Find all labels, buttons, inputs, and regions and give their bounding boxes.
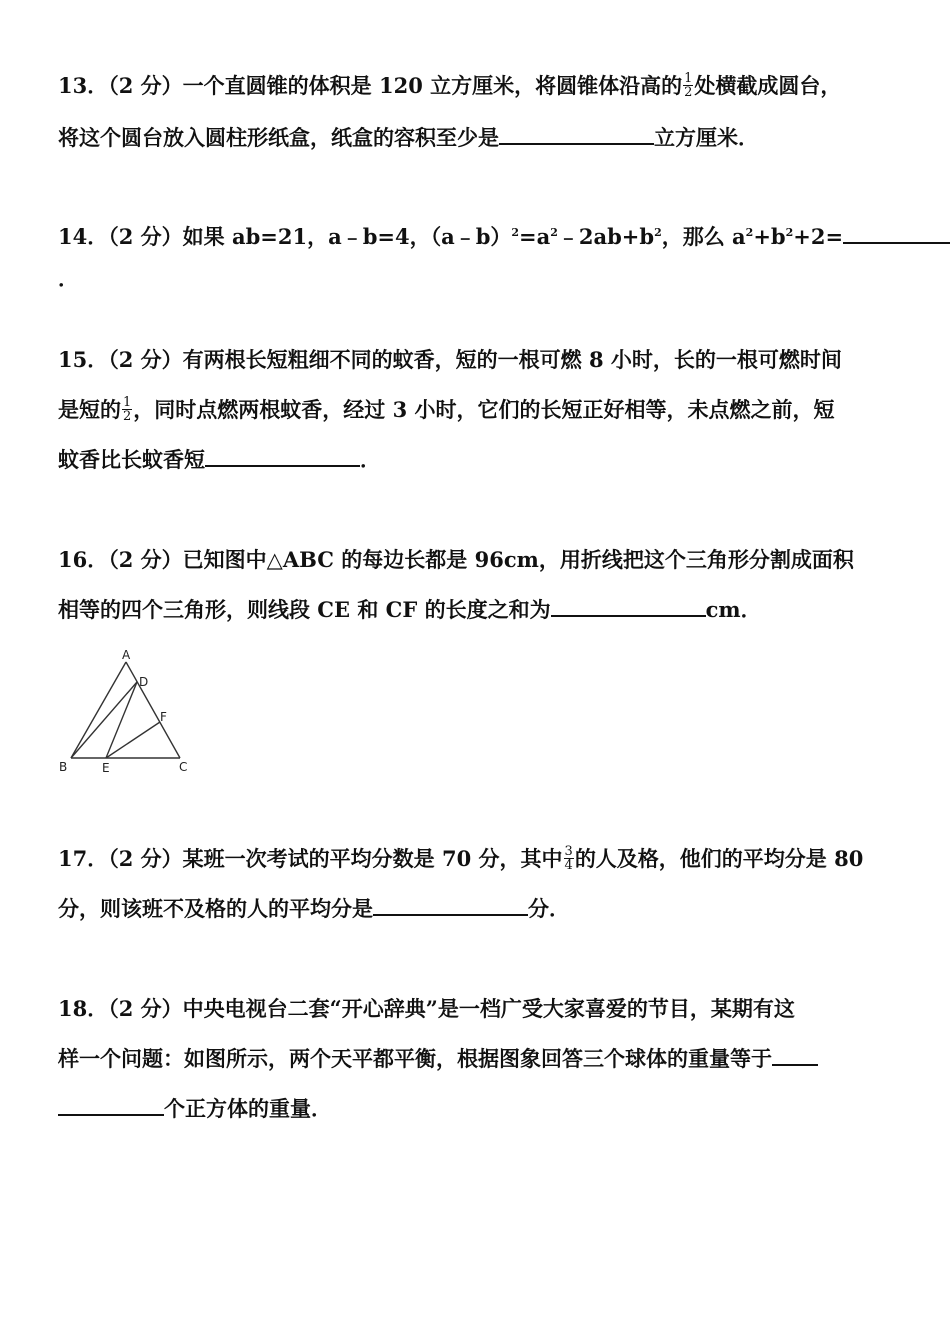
- segment-de: [106, 682, 137, 758]
- q17-answer-blank[interactable]: [373, 894, 528, 916]
- q14-answer-blank[interactable]: [843, 222, 950, 244]
- q15-text-5: ．: [360, 447, 381, 472]
- q13-line-1: [58, 70, 841, 102]
- q14-sup-2: 2: [550, 226, 558, 239]
- q15-answer-blank[interactable]: [205, 445, 360, 467]
- q15-line-1: [58, 344, 842, 376]
- q17-fraction: [564, 845, 574, 872]
- segment-ef: [106, 722, 160, 758]
- q14-sup-4: 2: [745, 226, 754, 239]
- q14-sup-3: 2: [654, 226, 662, 239]
- q18-answer-blank-1[interactable]: [772, 1044, 818, 1066]
- q16-text-3: cm．: [705, 597, 762, 622]
- label-d: D: [139, 675, 149, 689]
- label-c: C: [179, 760, 188, 774]
- q18-line-1: [58, 993, 795, 1025]
- q14-score: （2 分）: [108, 224, 183, 249]
- side-ab: [71, 662, 126, 758]
- q16-number: 16．: [58, 547, 109, 572]
- q16-line-1: [58, 544, 854, 576]
- q14-sup-1: 2: [511, 226, 520, 239]
- q13-text-4: 立方厘米．: [654, 125, 759, 150]
- q17-text-4: 分．: [528, 896, 570, 921]
- q18-line-2: [58, 1043, 818, 1075]
- q18-text-3: 个正方体的重量．: [164, 1096, 332, 1121]
- q18-answer-blank-2[interactable]: [58, 1094, 164, 1116]
- q15-line-2: [58, 394, 835, 426]
- q17-frac-den: 4: [564, 858, 573, 873]
- label-a: A: [122, 648, 131, 662]
- q14-number: 14．: [58, 224, 109, 249]
- q17-text-1: 某班一次考试的平均分数是 70 分，其中: [182, 846, 563, 871]
- q14-text-4: ，那么 a: [661, 224, 746, 249]
- q15-line-3: [58, 444, 381, 476]
- q13-answer-blank[interactable]: [499, 123, 654, 145]
- q13-frac-den: 2: [684, 85, 693, 100]
- q15-text-2: 是短的: [58, 397, 121, 422]
- q14-sup-5: 2: [785, 226, 794, 239]
- q15-frac-num: 1: [123, 395, 132, 410]
- label-f: F: [160, 710, 167, 724]
- q18-text-2: 样一个问题：如图所示，两个天平都平衡，根据图象回答三个球体的重量等于: [58, 1046, 772, 1071]
- q15-text-4: 蚊香比长蚊香短: [58, 447, 205, 472]
- q18-text-1: 中央电视台二套“开心辞典”是一档广受大家喜爱的节目，某期有这: [182, 996, 795, 1021]
- q16-line-2: [58, 594, 762, 626]
- q15-number: 15．: [58, 347, 109, 372]
- q16-text-1: 已知图中△ABC 的每边长都是 96cm，用折线把这个三角形分割成面积: [182, 547, 854, 572]
- q16-text-2: 相等的四个三角形，则线段 CE 和 CF 的长度之和为: [58, 597, 551, 622]
- q16-score: （2 分）: [108, 547, 183, 572]
- q15-score: （2 分）: [108, 347, 183, 372]
- q18-number: 18．: [58, 996, 109, 1021]
- q13-frac-num: 1: [684, 71, 693, 86]
- q15-text-3: ，同时点燃两根蚊香，经过 3 小时，它们的长短正好相等，未点燃之前，短: [133, 397, 835, 422]
- q14-text-7: ．: [58, 266, 79, 291]
- q17-number: 17．: [58, 846, 109, 871]
- q14-text-1: 如果 ab=21，a﹣b=4，（a﹣b）: [182, 224, 512, 249]
- triangle-figure: [56, 645, 196, 775]
- label-b: B: [59, 760, 68, 774]
- q17-text-2: 的人及格，他们的平均分是 80: [574, 846, 864, 871]
- q15-fraction: [122, 396, 132, 423]
- q14-line-2: [58, 263, 79, 295]
- q13-fraction: [683, 72, 693, 99]
- q13-line-2: [58, 122, 759, 154]
- side-ac: [126, 662, 180, 758]
- q13-text-3: 将这个圆台放入圆柱形纸盒，纸盒的容积至少是: [58, 125, 499, 150]
- q18-line-3: [58, 1093, 332, 1125]
- q18-score: （2 分）: [108, 996, 183, 1021]
- q13-number: 13．: [58, 73, 109, 98]
- q14-text-5: +b: [753, 224, 786, 249]
- q14-text-6: +2=: [793, 224, 844, 249]
- label-e: E: [102, 761, 110, 775]
- q16-answer-blank[interactable]: [551, 595, 706, 617]
- q14-text-3: ﹣2ab+b: [557, 224, 655, 249]
- q15-frac-den: 2: [123, 409, 132, 424]
- q13-text-1: 一个直圆锥的体积是 120 立方厘米，将圆锥体沿高的: [182, 73, 683, 98]
- q17-text-3: 分，则该班不及格的人的平均分是: [58, 896, 373, 921]
- q17-line-2: [58, 893, 570, 925]
- q17-frac-num: 3: [564, 844, 573, 859]
- q14-line-1: [58, 221, 950, 253]
- segment-bd: [71, 682, 137, 758]
- q13-score: （2 分）: [108, 73, 183, 98]
- q17-score: （2 分）: [108, 846, 183, 871]
- q14-text-2: =a: [519, 224, 551, 249]
- q17-line-1: [58, 843, 863, 875]
- q15-text-1: 有两根长短粗细不同的蚊香，短的一根可燃 8 小时，长的一根可燃时间: [182, 347, 842, 372]
- q13-text-2: 处横截成圆台，: [694, 73, 842, 98]
